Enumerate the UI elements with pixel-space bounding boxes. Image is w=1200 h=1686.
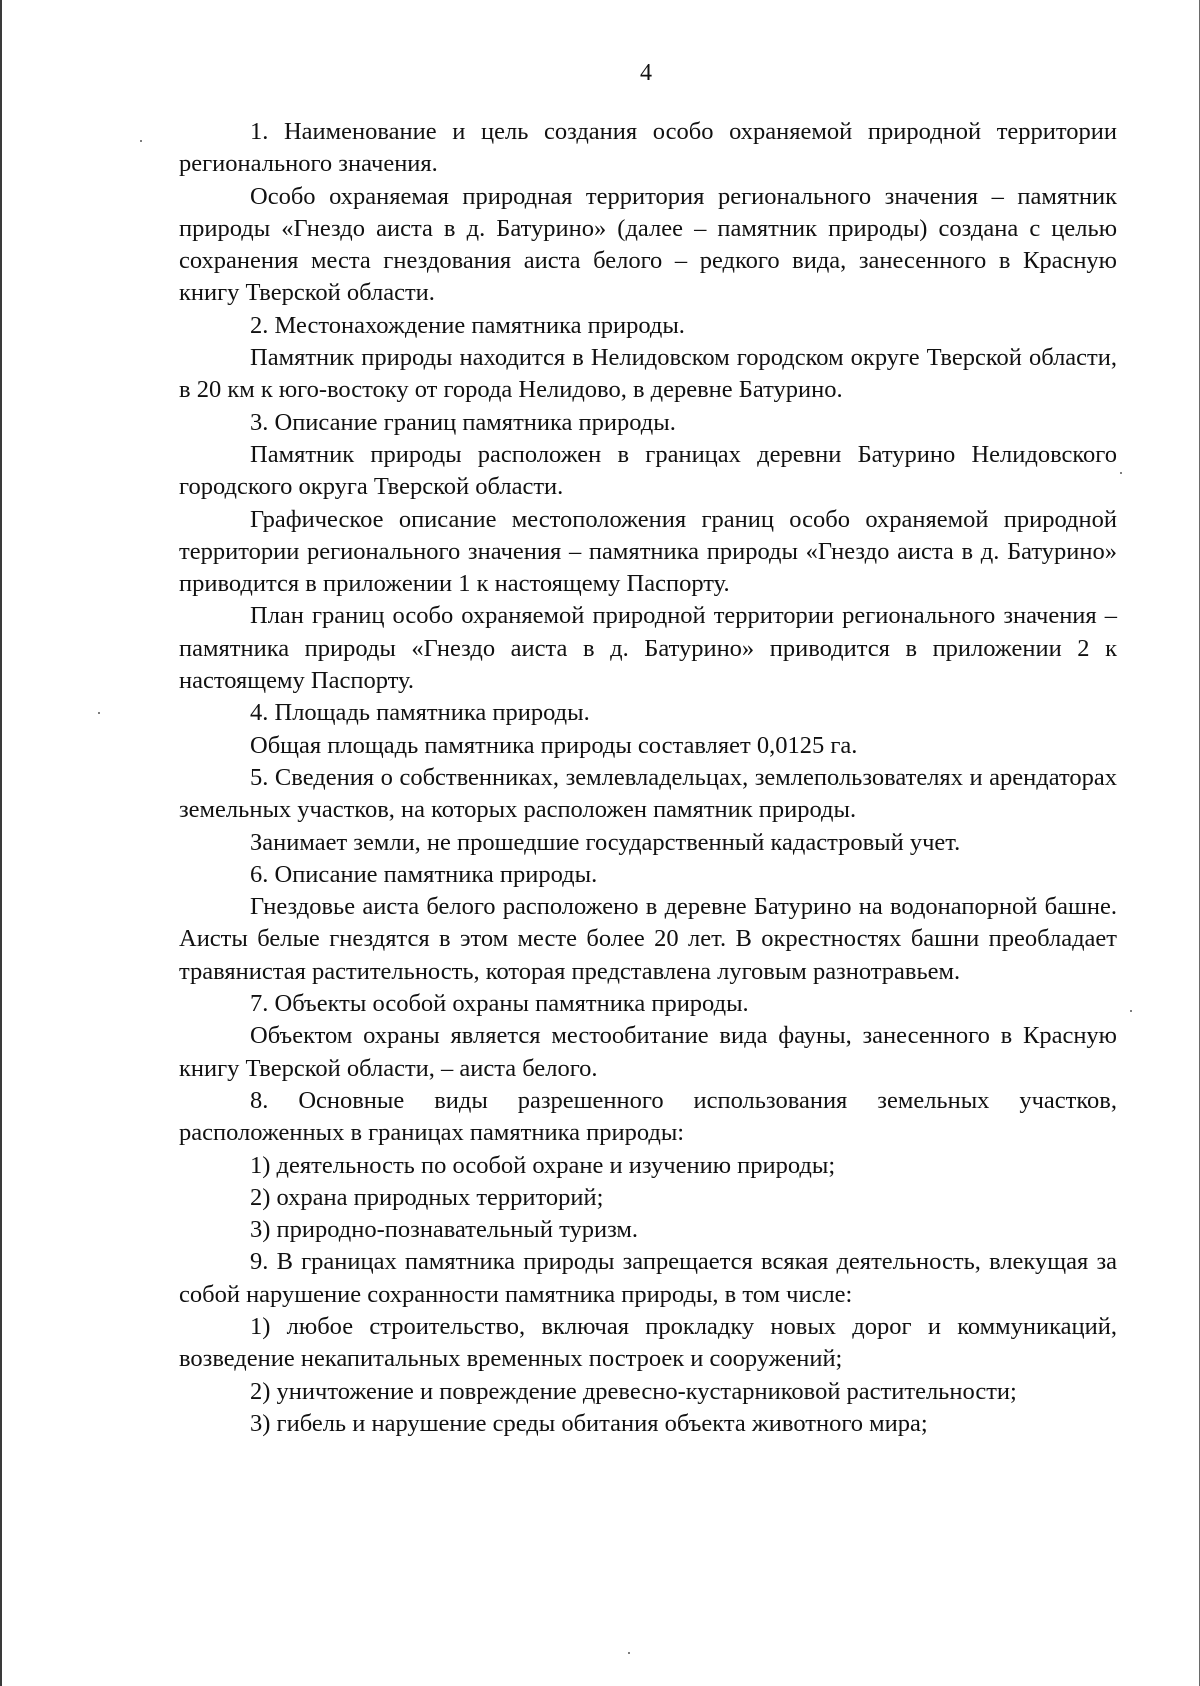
page-number: 4 (640, 60, 652, 86)
paragraph-3-text: Памятник природы расположен в границах деревни Батурино Нелидовского городского округа Тверской области. (179, 440, 1117, 501)
paragraph-1-heading: 1. Наименование и цель создания особо охраняемой природной территории регионального значения. (179, 118, 1117, 178)
paragraph-7-heading: 7. Объекты особой охраны памятника природы. (250, 990, 749, 1018)
paragraph-8-heading: 8. Основные виды разрешенного использования земельных участков, расположенных в границах памятника природы: (179, 1086, 1117, 1147)
paragraph-6-heading: 6. Описание памятника природы. (250, 860, 598, 888)
scan-speck (628, 1652, 630, 1654)
paragraph-8-item-2: 2) охрана природных территорий; (250, 1183, 604, 1211)
paragraph-2-text: Памятник природы находится в Нелидовском городском округе Тверской области, в 20 км к юго-востоку от города Нелидово, в деревне Батурино. (179, 344, 1117, 404)
scan-speck (1130, 1010, 1132, 1012)
paragraph-2-heading: 2. Местонахождение памятника природы. (250, 311, 685, 339)
paragraph-9-heading: 9. В границах памятника природы запрещается всякая деятельность, влекущая за собой нарушение сохранности памятника природы, в том числе: (179, 1248, 1117, 1308)
paragraph-6-text: Гнездовье аиста белого расположено в деревне Батурино на водонапорной башне. Аисты белые гнездятся в этом месте более 20 лет. В окрестностях башни преобладает травянистая растительность, которая представлена луговым разнотравьем. (179, 893, 1117, 985)
paragraph-4-heading: 4. Площадь памятника природы. (250, 699, 590, 727)
paragraph-5-heading: 5. Сведения о собственниках, землевладельцах, землепользователях и арендаторах земельных участков, на которых расположен памятник природы. (179, 763, 1117, 824)
document-body (179, 116, 1117, 1440)
paragraph-4-text: Общая площадь памятника природы составляет 0,0125 га. (250, 731, 858, 759)
paragraph-3-plan: План границ особо охраняемой природной территории регионального значения – памятника природы «Гнездо аиста в д. Батурино» приводится в приложении 2 к настоящему Паспорту. (179, 602, 1117, 695)
paragraph-5-text: Занимает земли, не прошедшие государственный кадастровый учет. (250, 828, 961, 856)
scan-edge-left (0, 0, 2, 1686)
paragraph-9-item-2: 2) уничтожение и повреждение древесно-кустарниковой растительности; (250, 1377, 1017, 1405)
paragraph-1-text: Особо охраняемая природная территория регионального значения – памятник природы «Гнездо аиста в д. Батурино» (далее – памятник природы) создана с целью сохранения места гнездования аиста белого – редкого вида, занесенного в Красную книгу Тверской области. (179, 182, 1117, 307)
scan-speck (98, 712, 100, 714)
paragraph-3-heading: 3. Описание границ памятника природы. (250, 408, 676, 436)
paragraph-7-text: Объектом охраны является местообитание вида фауны, занесенного в Красную книгу Тверской области, – аиста белого. (179, 1022, 1117, 1082)
paragraph-9-item-1: 1) любое строительство, включая прокладку новых дорог и коммуникаций, возведение некапитальных временных построек и сооружений; (179, 1312, 1117, 1373)
scan-speck (1120, 472, 1122, 474)
paragraph-3-graphic-description: Графическое описание местоположения границ особо охраняемой природной территории регионального значения – памятника природы «Гнездо аиста в д. Батурино» приводится в приложении 1 к настоящему Паспорту. (179, 505, 1117, 598)
scan-speck (140, 140, 142, 142)
paragraph-8-item-1: 1) деятельность по особой охране и изучению природы; (250, 1151, 836, 1179)
paragraph-8-item-3: 3) природно-познавательный туризм. (250, 1216, 639, 1244)
paragraph-9-item-3: 3) гибель и нарушение среды обитания объекта животного мира; (250, 1409, 928, 1437)
